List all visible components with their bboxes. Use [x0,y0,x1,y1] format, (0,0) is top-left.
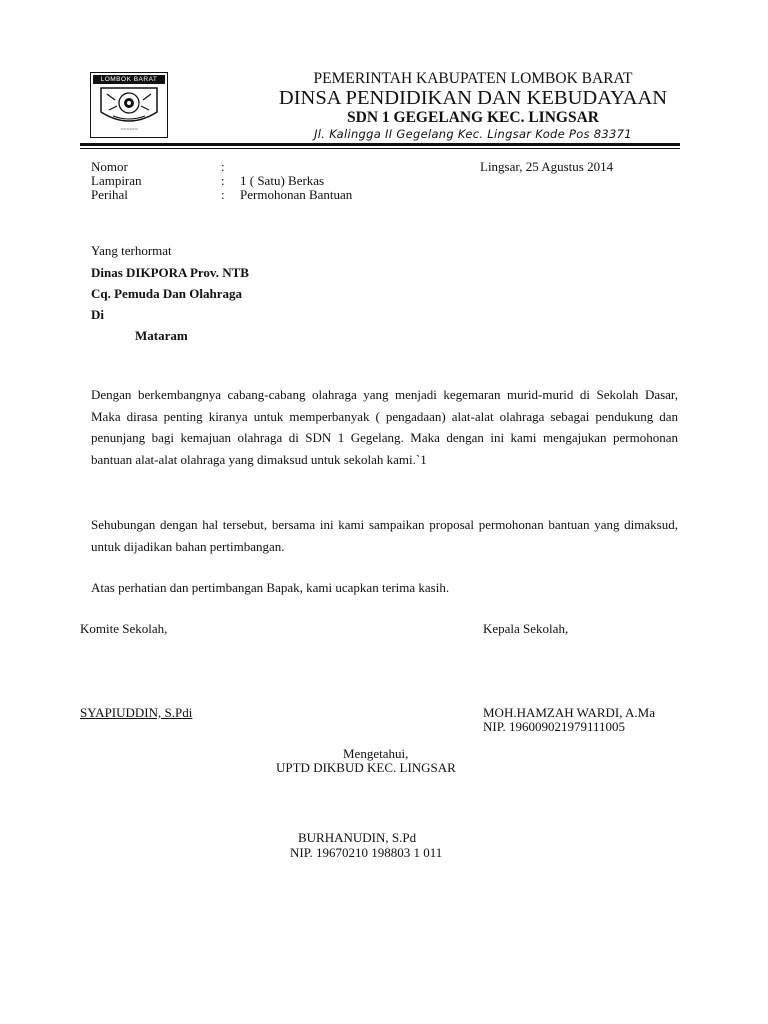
logo-top-text: LOMBOK BARAT [93,75,165,84]
body-paragraph-1: Dengan berkembangnya cabang-cabang olahraga yang menjadi kegemaran murid-murid di Sekolah Dasar, Maka dirasa penting kiranya untuk memperbanyak ( pengadaan) alat-alat olahraga sebagai pendukung dan penunjang bagi kemajuan olahraga di SDN 1 Gegelang. Maka dengan ini kami mengajukan permohonan bantuan alat-alat olahraga yang dimaksud untuk sekolah kami.`1 [91,387,678,467]
committee-title: Komite Sekolah, [80,621,168,636]
agency-name: DINSA PENDIDIKAN DAN KEBUDAYAAN [278,87,668,109]
lampiran-separator: : [221,173,225,188]
recipient-line1: Dinas DIKPORA Prov. NTB [91,265,249,280]
recipient-line2: Cq. Pemuda Dan Olahraga [91,286,242,301]
principal-nip: NIP. 196009021979111005 [483,719,626,734]
nomor-separator: : [221,159,225,174]
uptd-head-nip: NIP. 19670210 198803 1 011 [290,845,443,860]
school-name: SDN 1 GEGELANG KEC. LINGSAR [347,109,599,126]
place-date: Lingsar, 25 Agustus 2014 [480,159,614,174]
regency-logo [90,72,168,138]
government-name: PEMERINTAH KABUPATEN LOMBOK BARAT [313,70,633,87]
body-paragraph-3: Atas perhatian dan pertimbangan Bapak, kami ucapkan terima kasih. [91,580,450,595]
body-paragraph-2: Sehubungan dengan hal tersebut, bersama ini kami sampaikan proposal permohonan bantuan yang dimaksud, untuk dijadikan bahan pertimbangan. [91,517,678,554]
lampiran-label: Lampiran [91,173,142,188]
perihal-value: Permohonan Bantuan [240,187,353,202]
regency-seal-icon [97,86,161,128]
letterhead-rule-thick [80,143,680,146]
acknowledged-label: Mengetahui, [343,746,409,761]
uptd-office: UPTD DIKBUD KEC. LINGSAR [276,760,456,775]
lampiran-value: 1 ( Satu) Berkas [240,173,325,188]
recipient-greeting: Yang terhormat [91,243,172,258]
nomor-label: Nomor [91,159,128,174]
committee-name: SYAPIUDDIN, S.Pdi [80,705,193,720]
recipient-city: Mataram [135,328,188,343]
school-address: Jl. Kalingga II Gegelang Kec. Lingsar Kode Pos 83371 [314,127,632,141]
logo-ribbon: ~~~~~~ [120,127,138,133]
letterhead-rule-thin [80,148,680,149]
recipient-line3: Di [91,307,104,322]
uptd-head-name: BURHANUDIN, S.Pd [298,830,417,845]
perihal-label: Perihal [91,187,128,202]
perihal-separator: : [221,187,225,202]
principal-title: Kepala Sekolah, [483,621,569,636]
principal-name: MOH.HAMZAH WARDI, A.Ma [483,705,656,720]
